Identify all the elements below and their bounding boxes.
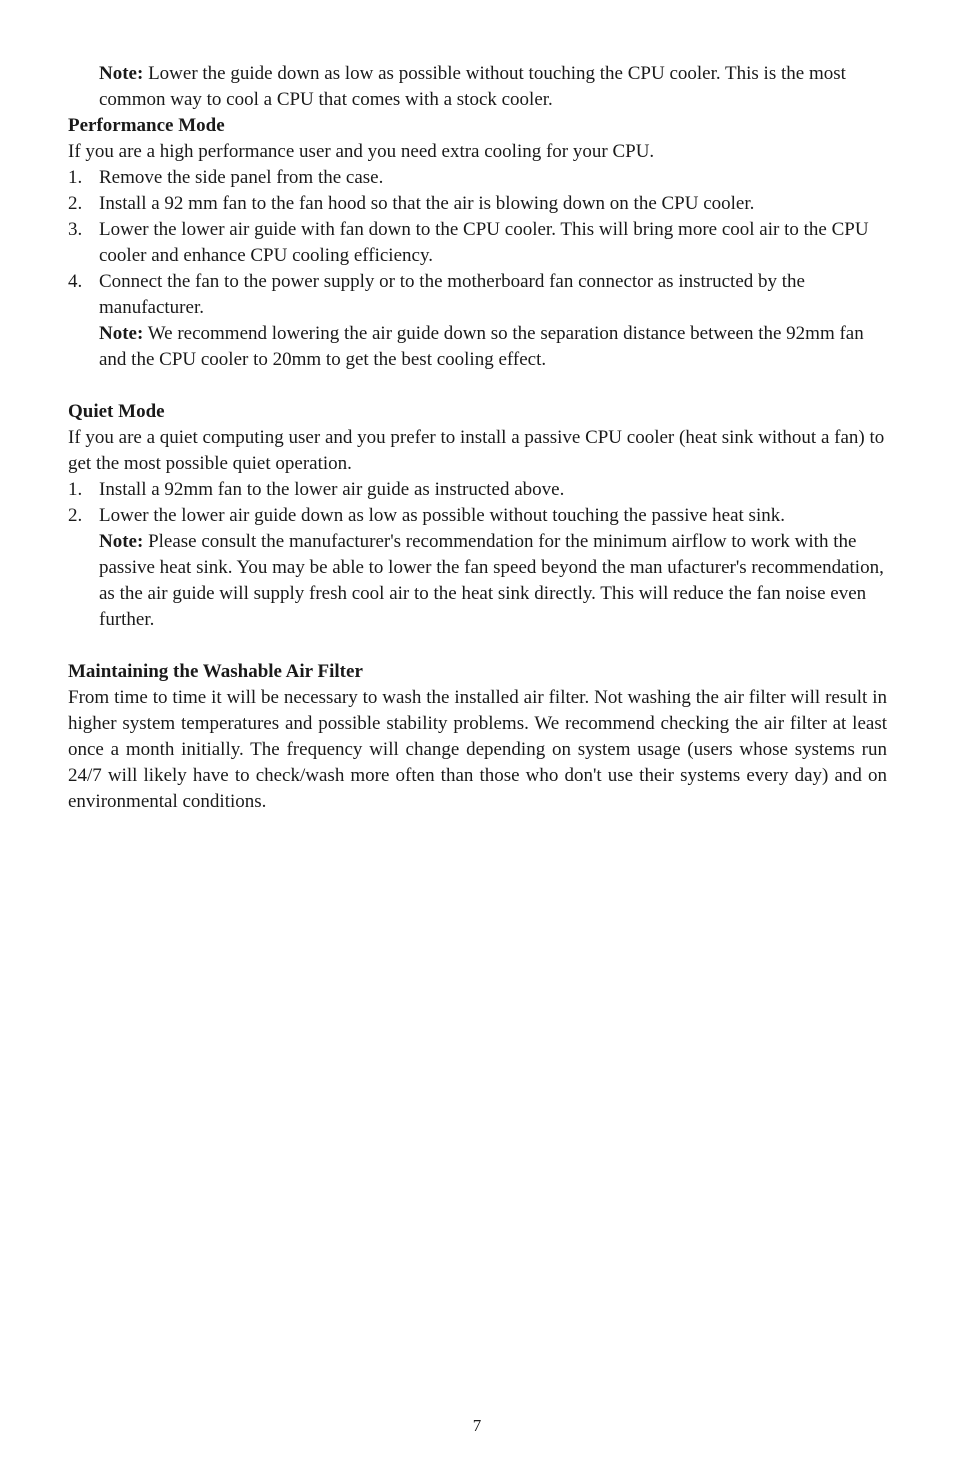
step-text: Lower the lower air guide with fan down to the CPU cooler. This will bring more cool air to the CPU cooler and enhance CPU cooling efficiency.	[99, 219, 869, 266]
list-item	[68, 217, 887, 269]
quiet-mode-heading: Quiet Mode	[68, 401, 165, 422]
list-item	[68, 165, 887, 191]
page-number: 7	[472, 1416, 482, 1435]
step-number: 3.	[68, 219, 83, 240]
spacer	[68, 633, 887, 659]
list-item	[68, 477, 887, 503]
quiet-steps	[68, 477, 887, 529]
step-text: Connect the fan to the power supply or to the motherboard fan connector as instructed by the manufacturer.	[99, 271, 805, 318]
note-label: Note:	[99, 531, 144, 552]
performance-mode-heading: Performance Mode	[68, 115, 225, 136]
step-number: 4.	[68, 271, 83, 292]
step-text: Install a 92 mm fan to the fan hood so that the air is blowing down on the CPU cooler.	[99, 193, 755, 214]
air-filter-heading: Maintaining the Washable Air Filter	[68, 661, 363, 682]
note-text: Lower the guide down as low as possible without touching the CPU cooler. This is the most common way to cool a CPU that comes with a stock cooler.	[99, 63, 846, 110]
list-item	[68, 191, 887, 217]
step-number: 1.	[68, 479, 83, 500]
note-text: We recommend lowering the air guide down so the separation distance between the 92mm fan and the CPU cooler to 20mm to get the best cooling effect.	[99, 323, 864, 370]
step-number: 2.	[68, 505, 83, 526]
step-text: Remove the side panel from the case.	[99, 167, 384, 188]
quiet-mode-intro: If you are a quiet computing user and you prefer to install a passive CPU cooler (heat sink without a fan) to get the most possible quiet operation.	[68, 427, 885, 474]
note-label: Note:	[99, 323, 144, 344]
quiet-note	[68, 529, 887, 633]
page-content	[68, 61, 887, 815]
list-item	[68, 503, 887, 529]
performance-mode-intro: If you are a high performance user and you need extra cooling for your CPU.	[68, 141, 655, 162]
step-number: 1.	[68, 167, 83, 188]
list-item	[68, 269, 887, 321]
step-text: Lower the lower air guide down as low as possible without touching the passive heat sink.	[99, 505, 785, 526]
step-number: 2.	[68, 193, 83, 214]
note-label: Note:	[99, 63, 144, 84]
step-text: Install a 92mm fan to the lower air guide as instructed above.	[99, 479, 565, 500]
air-filter-paragraph: From time to time it will be necessary to wash the installed air filter. Not washing the air filter will result in higher system temperatures and possible stability problems. We recommend checking the air filter at least once a month initially. The frequency will change depending on system usage (users whose systems run 24/7 will likely have to check/wash more often than those who don't use their systems every day) and on environmental conditions.	[68, 687, 887, 812]
spacer	[68, 373, 887, 399]
performance-steps	[68, 165, 887, 321]
top-note	[68, 61, 887, 113]
performance-note	[68, 321, 887, 373]
note-text: Please consult the manufacturer's recommendation for the minimum airflow to work with the passive heat sink. You may be able to lower the fan speed beyond the man ufacturer's recommendation, as the air guide will supply fresh cool air to the heat sink directly. This will reduce the fan noise even further.	[99, 531, 884, 630]
